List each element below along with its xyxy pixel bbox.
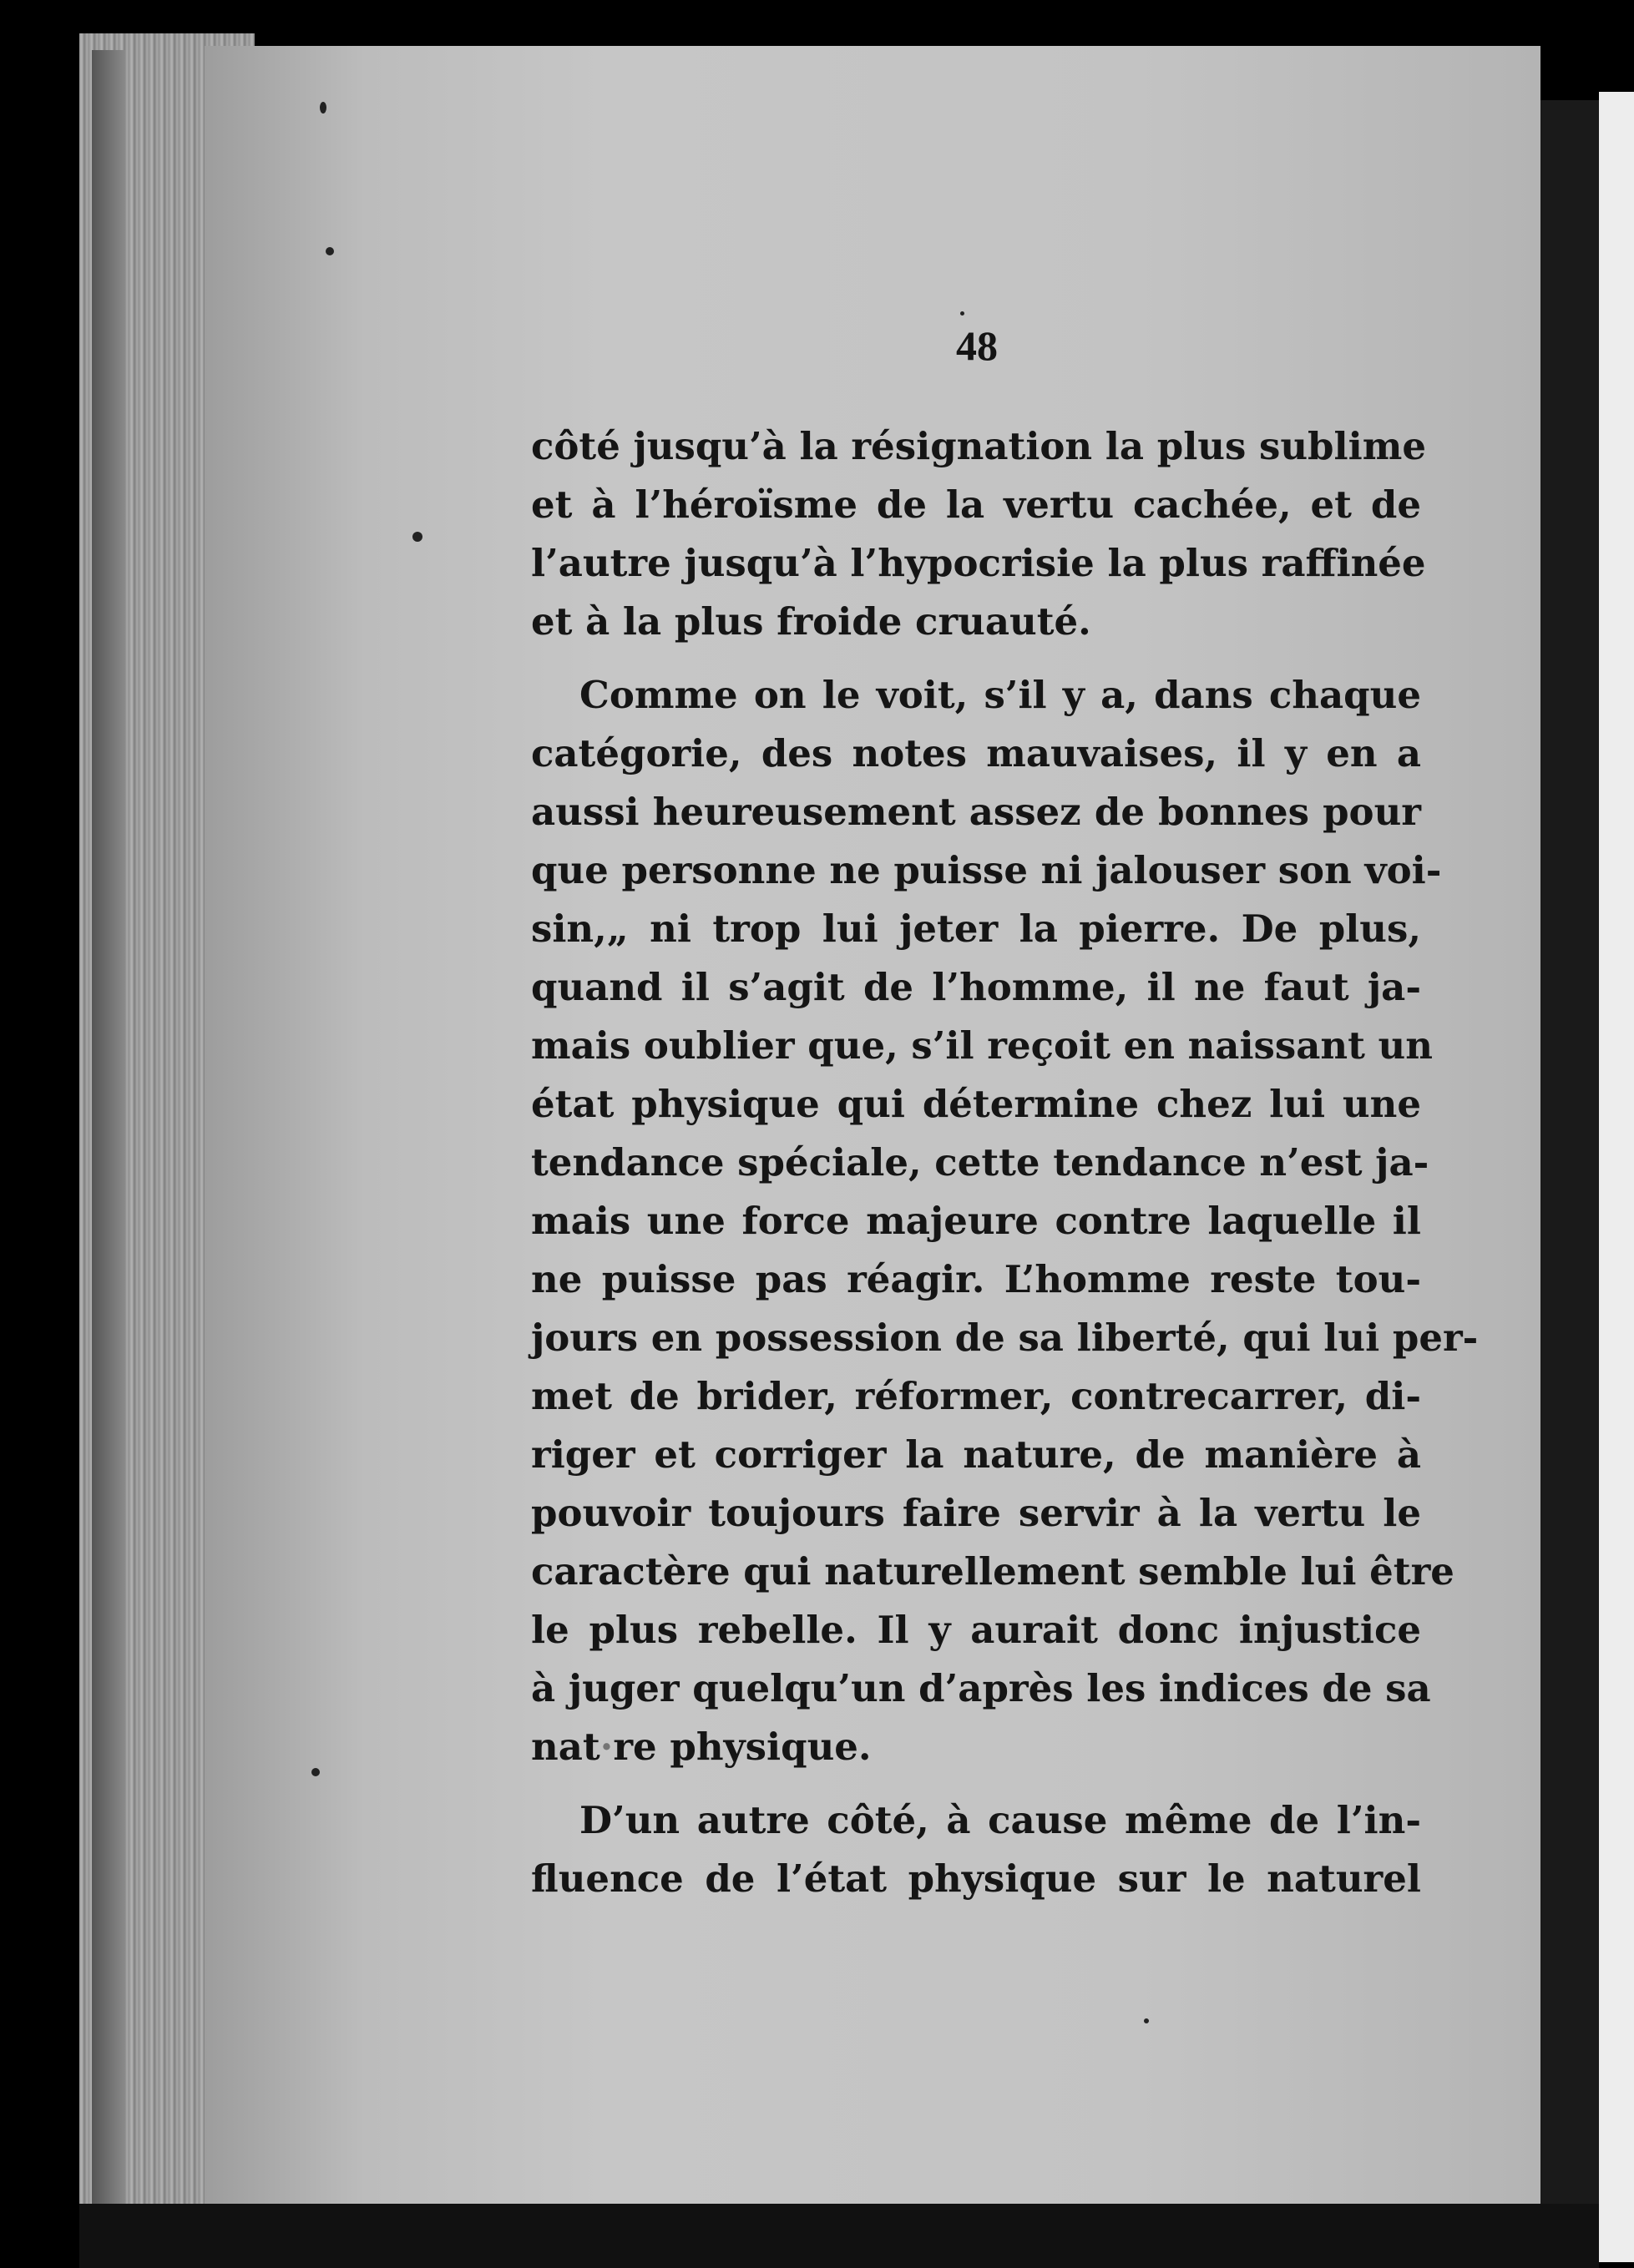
- text-line: le plus rebelle. Il y aurait donc injustice: [531, 1608, 1421, 1652]
- text-line: sin,„ ni trop lui jeter la pierre. De plus,: [531, 907, 1421, 951]
- text-line: mais oublier que, s’il reçoit en naissant un: [531, 1023, 1433, 1068]
- text-line: et à la plus froide cruauté.: [531, 599, 1091, 644]
- ink-speck: [326, 247, 334, 255]
- text-line: aussi heureusement assez de bonnes pour: [531, 790, 1421, 834]
- text-line: à juger quelqu’un d’après les indices de sa: [531, 1666, 1431, 1710]
- text-fragment: re physique.: [613, 1725, 872, 1769]
- text-line: met de brider, réformer, contrecarrer, di-: [531, 1374, 1421, 1418]
- body-text: [531, 417, 1479, 1923]
- ink-speck: [320, 102, 326, 114]
- text-line: l’autre jusqu’à l’hypocrisie la plus raffinée: [531, 541, 1426, 585]
- text-fragment: nat: [531, 1725, 600, 1769]
- text-line: Comme on le voit, s’il y a, dans chaque: [579, 673, 1421, 717]
- paragraph-2: [531, 666, 1479, 1776]
- ink-speck: [311, 1768, 320, 1776]
- text-line: côté jusqu’à la résignation la plus sublime: [531, 424, 1426, 468]
- text-line: caractère qui naturellement semble lui être: [531, 1549, 1454, 1594]
- paragraph-3: [531, 1791, 1421, 1908]
- ink-speck: [1144, 2018, 1149, 2023]
- text-line: pouvoir toujours faire servir à la vertu le: [531, 1491, 1421, 1535]
- paragraph-1: [531, 417, 1426, 651]
- text-line: [531, 1718, 1421, 1776]
- text-line: fluence de l’état physique sur le naturel: [531, 1856, 1421, 1901]
- ink-speck: [960, 311, 964, 316]
- text-line: et à l’héroïsme de la vertu cachée, et de: [531, 482, 1421, 527]
- text-line: jours en possession de sa liberté, qui lui per-: [531, 1316, 1479, 1360]
- binding-shadow: [92, 50, 125, 2220]
- text-line: tendance spéciale, cette tendance n’est ja-: [531, 1140, 1429, 1185]
- text-line: quand il s’agit de l’homme, il ne faut ja-: [531, 965, 1421, 1009]
- text-line: ne puisse pas réagir. L’homme reste tou-: [531, 1257, 1421, 1301]
- bottom-margin: [79, 2204, 1599, 2268]
- right-gutter: [1540, 100, 1599, 2245]
- text-line: catégorie, des notes mauvaises, il y en a: [531, 731, 1421, 775]
- text-line: que personne ne puisse ni jalouser son voi-: [531, 848, 1442, 892]
- text-line: mais une force majeure contre laquelle il: [531, 1199, 1421, 1243]
- text-line: D’un autre côté, à cause même de l’in-: [579, 1798, 1421, 1842]
- text-line: riger et corriger la nature, de manière à: [531, 1432, 1421, 1477]
- ink-speck: [412, 532, 422, 542]
- damaged-glyph: ·: [599, 1725, 614, 1769]
- text-line: état physique qui détermine chez lui une: [531, 1082, 1421, 1126]
- page-number: 48: [956, 322, 998, 369]
- facing-page-edge: [1599, 92, 1634, 2262]
